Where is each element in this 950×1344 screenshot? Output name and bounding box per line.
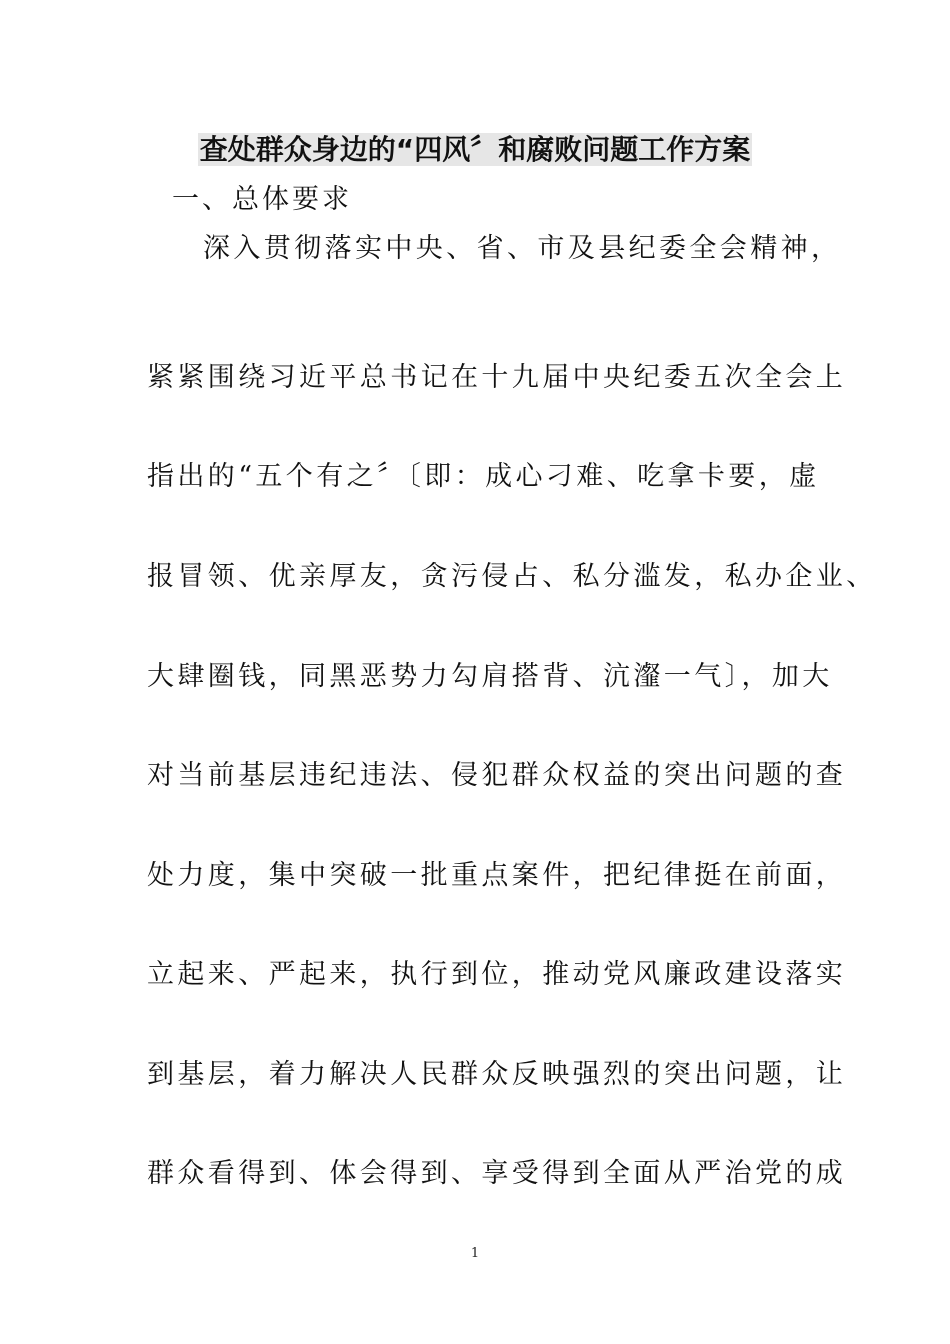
document-title	[0, 130, 950, 170]
page-number: 1	[470, 1246, 480, 1261]
body-line-6: 对当前基层违纪违法、侵犯群众权益的突出问题的查	[147, 760, 847, 791]
body-line-5: 大肆圈钱，同黑恶势力勾肩搭背、沆瀣一气〕，加大	[147, 661, 833, 692]
document-title-text: 查处群众身边的“四风〞和腐败问题工作方案	[199, 133, 751, 166]
body-line-10: 群众看得到、体会得到、享受得到全面从严治党的成	[147, 1158, 847, 1189]
body-line-7: 处力度，集中突破一批重点案件，把纪律挺在前面，	[147, 860, 847, 891]
body-line-4: 报冒领、优亲厚友，贪污侵占、私分滥发，私办企业、	[147, 561, 877, 592]
body-line-9: 到基层，着力解决人民群众反映强烈的突出问题，让	[147, 1059, 847, 1090]
body-line-3: 指出的“五个有之〞〔即：成心刁难、吃拿卡要，虚	[147, 461, 820, 492]
body-line-8: 立起来、严起来，执行到位，推动党风廉政建设落实	[147, 959, 847, 990]
section-heading: 一、总体要求	[172, 184, 352, 215]
body-line-1: 深入贯彻落实中央、省、市及县纪委全会精神，	[203, 233, 842, 264]
body-line-2: 紧紧围绕习近平总书记在十九届中央纪委五次全会上	[147, 362, 847, 393]
